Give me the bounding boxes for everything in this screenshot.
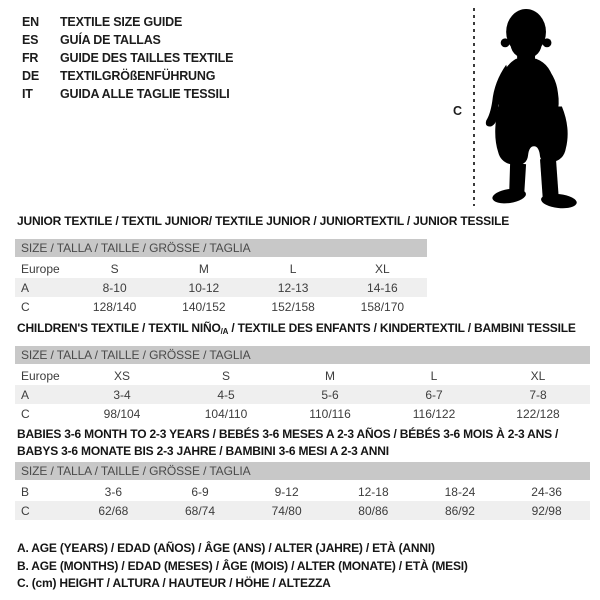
table-cell: 128/140 [92, 299, 137, 314]
table-cell: 9-12 [274, 484, 299, 499]
table-row-height [15, 297, 427, 316]
children-title-part: / TEXTILE DES ENFANTS / KINDERTEXTIL / BAMBINI TESSILE [228, 321, 576, 335]
table-cell: M [198, 261, 209, 276]
table-cell: 10-12 [159, 278, 248, 297]
table-cell: 12-18 [357, 484, 389, 499]
babies-title-line2: BABYS 3-6 MONATE BIS 2-3 JAHRE / BAMBINI 3-6 MESI A 2-3 ANNI [17, 444, 389, 458]
row-label: Europe [21, 261, 60, 276]
row-label: C [15, 501, 70, 520]
babies-size-table [15, 462, 590, 520]
children-size-table [15, 346, 590, 423]
children-title-subscript: /A [220, 327, 229, 336]
babies-title-line1: BABIES 3-6 MONTH TO 2-3 YEARS / BEBÉS 3-6 MESES A 2-3 AÑOS / BÉBÉS 3-6 MOIS À 2-3 ANS / [17, 427, 559, 441]
table-cell: S [221, 368, 230, 383]
language-title: GUÍA DE TALLAS [60, 33, 161, 47]
legend-notes [17, 540, 468, 593]
table-row-height [15, 501, 590, 520]
height-measure-label: C [453, 104, 463, 118]
language-row [22, 85, 233, 103]
size-header-cell: SIZE / TALLA / TAILLE / GRÖSSE / TAGLIA [15, 346, 590, 365]
height-measure-dashed-line [473, 8, 475, 206]
table-cell: 62/68 [70, 501, 157, 520]
table-cell: 80/86 [330, 501, 417, 520]
table-cell: 8-10 [70, 278, 159, 297]
babies-table-title [17, 426, 558, 460]
table-cell: M [325, 368, 335, 383]
row-label: B [21, 484, 30, 499]
table-row-europe [15, 365, 590, 385]
table-row-height [15, 404, 590, 423]
table-cell: XL [530, 368, 546, 383]
table-cell: L [430, 368, 438, 383]
table-cell: 68/74 [157, 501, 244, 520]
language-code: IT [22, 87, 33, 101]
table-cell: 4-5 [174, 385, 278, 404]
junior-size-table [15, 239, 427, 316]
children-title-part: CHILDREN'S TEXTILE / TEXTIL NIÑO [17, 321, 221, 335]
note-age-months: B. AGE (MONTHS) / EDAD (MESES) / ÂGE (MOIS) / ALTER (MONATE) / ETÀ (MESI) [17, 558, 468, 573]
table-cell: 3-6 [104, 484, 122, 499]
language-title-list [22, 13, 233, 103]
size-header-row [15, 462, 590, 481]
size-header-row [15, 346, 590, 365]
size-header-cell: SIZE / TALLA / TAILLE / GRÖSSE / TAGLIA [15, 239, 427, 258]
language-code: DE [22, 69, 39, 83]
children-table-title [17, 320, 576, 340]
language-code: FR [22, 51, 39, 65]
row-label: Europe [21, 368, 60, 383]
language-row [22, 31, 233, 49]
table-cell: XS [113, 368, 130, 383]
row-label: A [15, 385, 70, 404]
language-code: ES [22, 33, 39, 47]
table-cell: 152/158 [271, 299, 315, 314]
junior-table-title: JUNIOR TEXTILE / TEXTIL JUNIOR/ TEXTILE JUNIOR / JUNIORTEXTIL / JUNIOR TESSILE [17, 214, 510, 228]
table-cell: 86/92 [417, 501, 504, 520]
table-cell: 7-8 [486, 385, 590, 404]
table-cell: XL [375, 261, 390, 276]
table-cell: 24-36 [531, 484, 562, 499]
table-cell: 140/152 [182, 299, 226, 314]
table-cell: 110/116 [309, 406, 351, 421]
table-cell: 116/122 [412, 406, 456, 421]
table-cell: 158/170 [360, 299, 405, 314]
table-cell: 98/104 [103, 406, 141, 421]
table-cell: L [289, 261, 297, 276]
table-cell: 14-16 [338, 278, 427, 297]
table-row-months [15, 481, 590, 501]
language-row [22, 13, 233, 31]
row-label: C [21, 299, 30, 314]
size-header-cell: SIZE / TALLA / TAILLE / GRÖSSE / TAGLIA [15, 462, 590, 481]
table-cell: 122/128 [516, 406, 560, 421]
size-header-row [15, 239, 427, 258]
note-age-years: A. AGE (YEARS) / EDAD (AÑOS) / ÂGE (ANS) / ALTER (JAHRE) / ETÀ (ANNI) [17, 541, 435, 555]
language-title: GUIDE DES TAILLES TEXTILE [60, 51, 234, 65]
table-cell: S [110, 261, 119, 276]
table-cell: 104/110 [204, 406, 248, 421]
table-cell: 6-9 [191, 484, 209, 499]
language-row [22, 49, 233, 67]
table-cell: 18-24 [444, 484, 476, 499]
language-code: EN [22, 15, 39, 29]
language-row [22, 67, 233, 85]
row-label: A [15, 278, 70, 297]
table-row-age [15, 278, 427, 297]
table-cell: 5-6 [278, 385, 382, 404]
table-cell: 3-4 [70, 385, 174, 404]
table-cell: 74/80 [243, 501, 330, 520]
language-title: GUIDA ALLE TAGLIE TESSILI [60, 87, 230, 101]
table-row-age [15, 385, 590, 404]
table-cell: 92/98 [503, 501, 590, 520]
table-cell: 12-13 [249, 278, 338, 297]
table-cell: 6-7 [382, 385, 486, 404]
language-title: TEXTILE SIZE GUIDE [60, 15, 183, 29]
table-row-europe [15, 258, 427, 278]
baby-silhouette-icon [484, 7, 597, 209]
row-label: C [21, 406, 30, 421]
note-height-cm: C. (cm) HEIGHT / ALTURA / HAUTEUR / HÖHE / ALTEZZA [17, 576, 331, 590]
language-title: TEXTILGRÖßENFÜHRUNG [60, 69, 216, 83]
